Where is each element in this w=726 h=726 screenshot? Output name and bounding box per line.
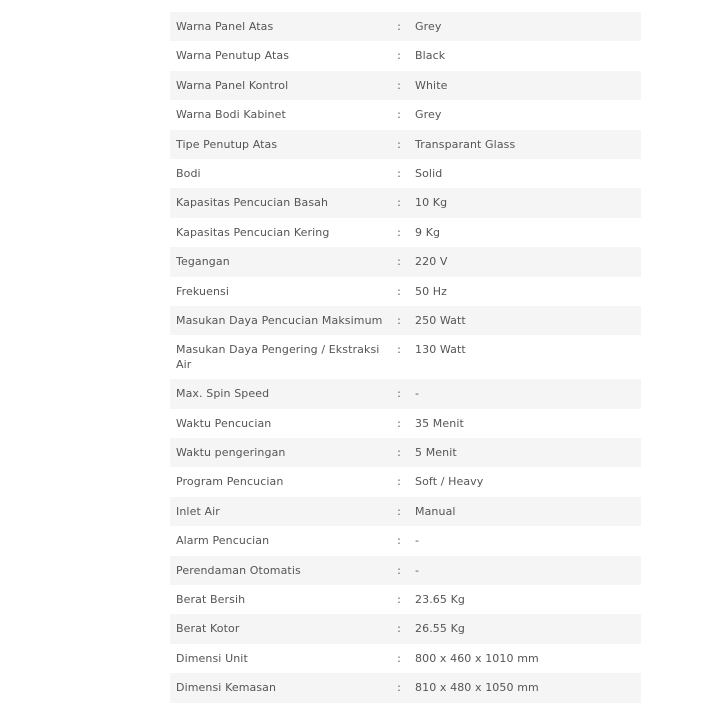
spec-value: 800 x 460 x 1010 mm [415,651,539,665]
spec-label: Inlet Air [170,497,388,526]
spec-label: Program Pencucian [176,475,284,489]
spec-label: Warna Panel Atas [170,12,388,41]
spec-label: Waktu Pencucian [176,416,272,430]
spec-row [170,438,641,467]
spec-row [170,409,641,438]
spec-row [170,614,641,643]
spec-value: 35 Menit [415,416,464,430]
spec-value: 810 x 480 x 1050 mm [410,673,641,702]
spec-separator: : [388,556,410,585]
spec-row [170,497,641,526]
spec-separator: : [397,534,401,548]
spec-row [170,12,641,41]
spec-table-body [170,12,641,703]
spec-row [170,379,641,408]
spec-separator: : [397,284,401,298]
spec-label: Masukan Daya Pencucian Maksimum [170,306,388,335]
spec-row [170,526,641,555]
spec-separator: : [388,379,410,408]
spec-value: 26.55 Kg [410,614,641,643]
spec-label: Dimensi Kemasan [170,673,388,702]
spec-label: Perendaman Otomatis [170,556,388,585]
spec-row [170,277,641,306]
spec-table [170,12,641,703]
spec-separator: : [397,416,401,430]
spec-separator: : [388,497,410,526]
spec-separator: : [388,306,410,335]
spec-value: Transparant Glass [410,130,641,159]
spec-row [170,673,641,702]
spec-value: - [415,534,420,548]
spec-separator: : [397,475,401,489]
spec-value: Grey [410,12,641,41]
spec-value: 10 Kg [410,188,641,217]
spec-value: 5 Menit [410,438,641,467]
spec-value: 9 Kg [415,225,441,239]
spec-separator: : [388,247,410,276]
spec-value: 220 V [410,247,641,276]
spec-row [170,188,641,217]
spec-separator: : [397,108,401,122]
spec-label: Warna Bodi Kabinet [176,108,286,122]
spec-separator: : [388,188,410,217]
spec-separator: : [388,71,410,100]
spec-separator: : [397,225,401,239]
spec-row [170,306,641,335]
spec-value: Soft / Heavy [415,475,484,489]
spec-row [170,644,641,673]
spec-label: Kapasitas Pencucian Basah [170,188,388,217]
spec-row [170,41,641,70]
spec-separator: : [388,438,410,467]
spec-separator: : [397,593,401,607]
spec-value: 130 Watt [415,343,466,357]
spec-label: Masukan Daya Pengering / Ekstraksi Air [176,343,380,372]
spec-label: Tegangan [170,247,388,276]
spec-row [170,247,641,276]
spec-value: 23.65 Kg [415,593,465,607]
spec-separator: : [397,166,401,180]
spec-value: - [410,379,641,408]
spec-label: Dimensi Unit [176,651,248,665]
spec-value: Solid [415,166,443,180]
spec-row [170,218,641,247]
spec-label: Waktu pengeringan [170,438,388,467]
spec-value: White [410,71,641,100]
spec-value: - [410,556,641,585]
spec-separator: : [397,651,401,665]
spec-value: Grey [415,108,442,122]
spec-label: Kapasitas Pencucian Kering [176,225,330,239]
spec-separator: : [388,673,410,702]
spec-row [170,467,641,496]
spec-value: 250 Watt [410,306,641,335]
spec-row [170,159,641,188]
spec-label: Max. Spin Speed [170,379,388,408]
spec-separator: : [388,12,410,41]
spec-label: Tipe Penutup Atas [170,130,388,159]
spec-label: Warna Panel Kontrol [170,71,388,100]
spec-row [170,71,641,100]
spec-separator: : [397,49,401,63]
spec-separator: : [388,614,410,643]
spec-row [170,556,641,585]
spec-separator: : [397,343,401,357]
spec-label: Berat Bersih [176,593,246,607]
spec-row [170,335,641,379]
spec-row [170,100,641,129]
spec-label: Warna Penutup Atas [176,49,290,63]
spec-label: Frekuensi [176,284,230,298]
spec-value: 50 Hz [415,284,448,298]
spec-row [170,130,641,159]
spec-label: Berat Kotor [170,614,388,643]
spec-value: Black [415,49,446,63]
spec-label: Bodi [176,166,201,180]
spec-row [170,585,641,614]
spec-value: Manual [410,497,641,526]
spec-separator: : [388,130,410,159]
spec-label: Alarm Pencucian [176,534,270,548]
